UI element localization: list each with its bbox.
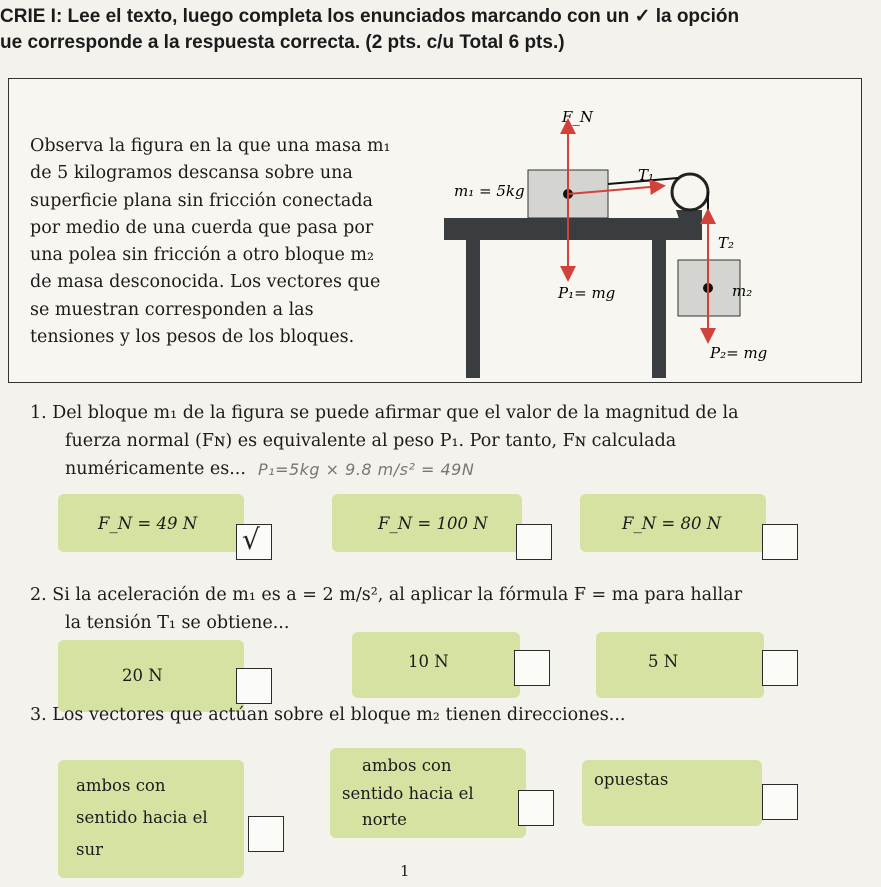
description-line: de masa desconocida. Los vectores que [30,272,381,293]
description-line: una polea sin fricción a otro bloque m₂ [30,245,375,266]
q2-option-a-checkbox[interactable] [236,668,272,704]
m1-label: m₁ = 5kg [454,182,525,200]
q2-line-2: la tensión T₁ se obtiene... [65,613,290,633]
q3-option-c-line: opuestas [594,770,669,789]
q1-option-a-checkbox[interactable] [236,524,272,560]
q3-option-c[interactable] [582,760,762,826]
header-line-1: CRIE I: Lee el texto, luego completa los enunciados marcando con un ✓ la opción [0,6,740,27]
q2-option-a-label: 20 N [122,666,163,685]
q1-option-c-label: F_N = 80 N [622,514,722,533]
q1-option-c[interactable] [580,494,766,552]
q3-option-b-line: norte [362,810,407,829]
q1-option-a[interactable] [58,494,244,552]
m2-label: m₂ [732,282,753,300]
t2-label: T₂ [718,234,735,252]
q2-option-b-label: 10 N [408,652,449,671]
page-number: 1 [400,862,410,880]
p1-label: P₁= mg [558,284,616,302]
table-leg-left [466,240,480,378]
problem-description [30,133,440,351]
q3-option-a-line: sur [76,840,103,859]
q3-option-a-line: sentido hacia el [76,808,208,827]
table-leg-right [652,240,666,378]
q1-option-c-checkbox[interactable] [762,524,798,560]
description-line: Observa la figura en la que una masa m₁ [30,136,391,156]
description-line: superficie plana sin fricción conectada [30,190,373,211]
q3-option-a-checkbox[interactable] [248,816,284,852]
table-top [444,218,702,240]
q2-option-c-checkbox[interactable] [762,650,798,686]
q1-option-b-label: F_N = 100 N [378,514,488,533]
description-line: se muestran corresponden a las [30,299,314,320]
q1-option-b[interactable] [332,494,522,552]
q1-line-2: fuerza normal (Fɴ) es equivalente al peso P₁. Por tanto, Fɴ calculada [65,431,677,451]
physics-diagram [440,100,860,380]
q3-line-1: 3. Los vectores que actúan sobre el bloque m₂ tienen direcciones... [30,705,626,725]
q3-option-b[interactable] [330,748,526,838]
q2-option-c[interactable] [596,632,764,698]
q3-option-b-checkbox[interactable] [518,790,554,826]
checkmark-icon: √ [242,523,260,556]
p2-label: P₂= mg [710,344,768,362]
q3-option-a-line: ambos con [76,776,166,795]
q3-option-b-line: ambos con [362,756,452,775]
t1-label: T₁ [638,166,655,184]
q3-option-c-checkbox[interactable] [762,784,798,820]
fn-label: F_N [562,108,594,126]
q3-option-b-line: sentido hacia el [342,784,474,803]
pulley [672,174,708,210]
q3-option-a[interactable] [58,760,244,878]
q2-option-b-checkbox[interactable] [514,650,550,686]
description-line: de 5 kilogramos descansa sobre una [30,163,353,184]
q1-option-b-checkbox[interactable] [516,524,552,560]
q2-option-b[interactable] [352,632,520,698]
description-line: tensiones y los pesos de los bloques. [30,327,355,348]
header-line-2: ue corresponde a la respuesta correcta. (2 pts. c/u Total 6 pts.) [0,32,565,53]
q1-line-3: numéricamente es... [65,459,246,479]
q1-option-a-label: F_N = 49 N [98,514,198,533]
handwritten-calculation: P₁=5kg × 9.8 m/s² = 49N [258,460,475,479]
q2-line-1: 2. Si la aceleración de m₁ es a = 2 m/s², al aplicar la fórmula F = ma para hallar [30,585,743,605]
q2-option-c-label: 5 N [648,652,679,671]
q1-line-1: 1. Del bloque m₁ de la figura se puede afirmar que el valor de la magnitud de la [30,403,739,423]
description-line: por medio de una cuerda que pasa por [30,217,374,238]
